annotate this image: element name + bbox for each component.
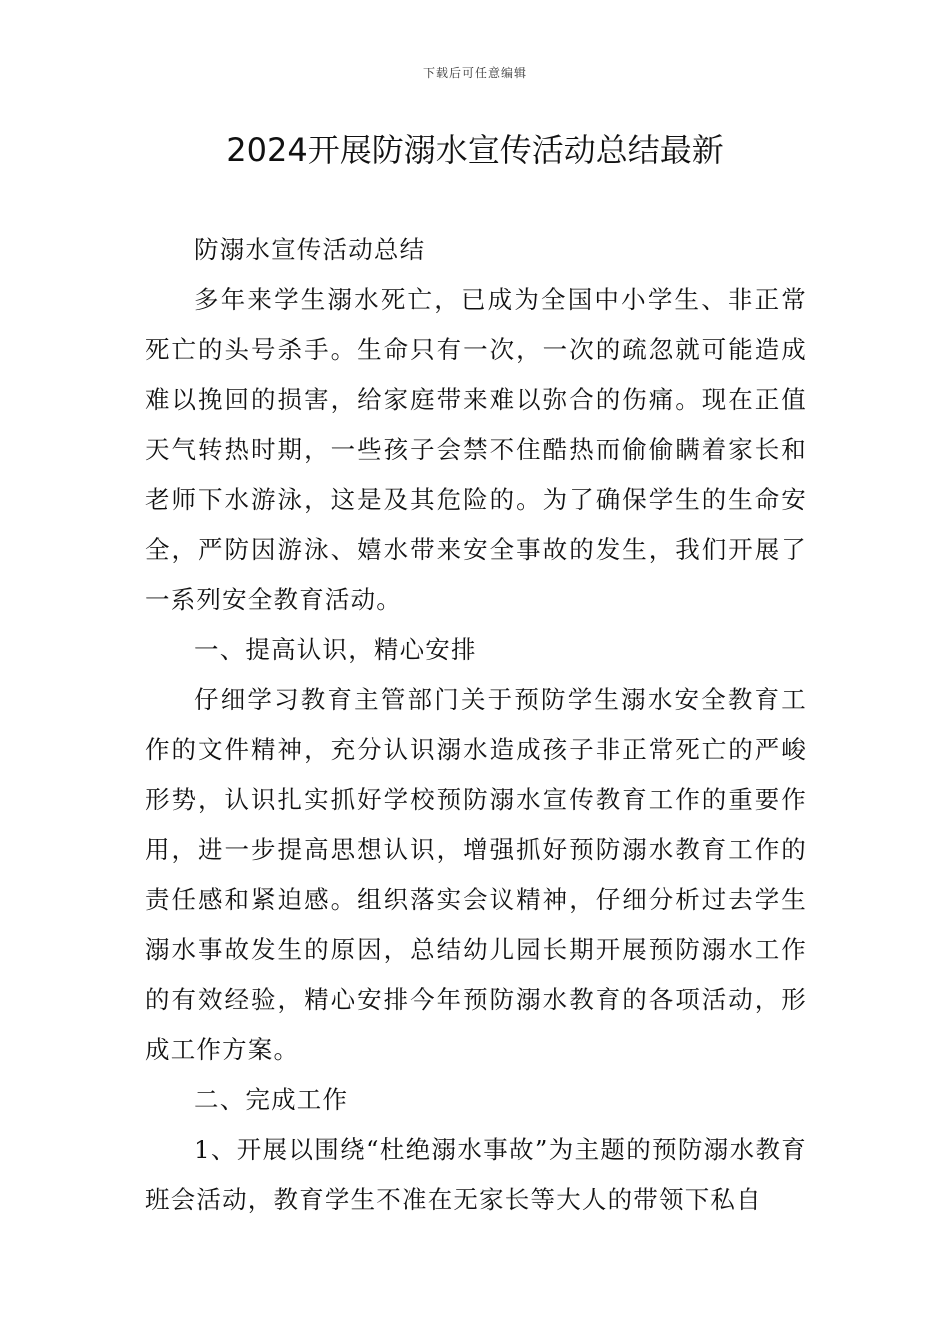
paragraph-intro: 多年来学生溺水死亡，已成为全国中小学生、非正常死亡的头号杀手。生命只有一次，一次的疏忽就可能造成难以挽回的损害，给家庭带来难以弥合的伤痛。现在正值天气转热时期，一些孩子会禁不住酷热而偷偷瞒着家长和老师下水游泳，这是及其危险的。为了确保学生的生命安全，严防因游泳、嬉水带来安全事故的发生，我们开展了一系列安全教育活动。	[145, 285, 807, 614]
paragraph-section-one: 仔细学习教育主管部门关于预防学生溺水安全教育工作的文件精神，充分认识溺水造成孩子非正常死亡的严峻形势，认识扎实抓好学校预防溺水宣传教育工作的重要作用，进一步提高思想认识，增强抓好预防溺水教育工作的责任感和紧迫感。组织落实会议精神，仔细分析过去学生溺水事故发生的原因，总结幼儿园长期开展预防溺水工作的有效经验，精心安排今年预防溺水教育的各项活动，形成工作方案。	[145, 685, 807, 1064]
section-subtitle: 防溺水宣传活动总结	[194, 235, 426, 264]
document-body	[145, 225, 807, 1225]
header-note: 下载后可任意编辑	[422, 66, 527, 80]
document-title: 2024开展防溺水宣传活动总结最新	[226, 131, 724, 169]
paragraph-item-one: 1、开展以围绕“杜绝溺水事故”为主题的预防溺水教育班会活动，教育学生不准在无家长等大人的带领下私自	[145, 1135, 807, 1214]
section-heading-one: 一、提高认识，精心安排	[194, 635, 477, 664]
section-heading-two: 二、完成工作	[194, 1085, 349, 1114]
